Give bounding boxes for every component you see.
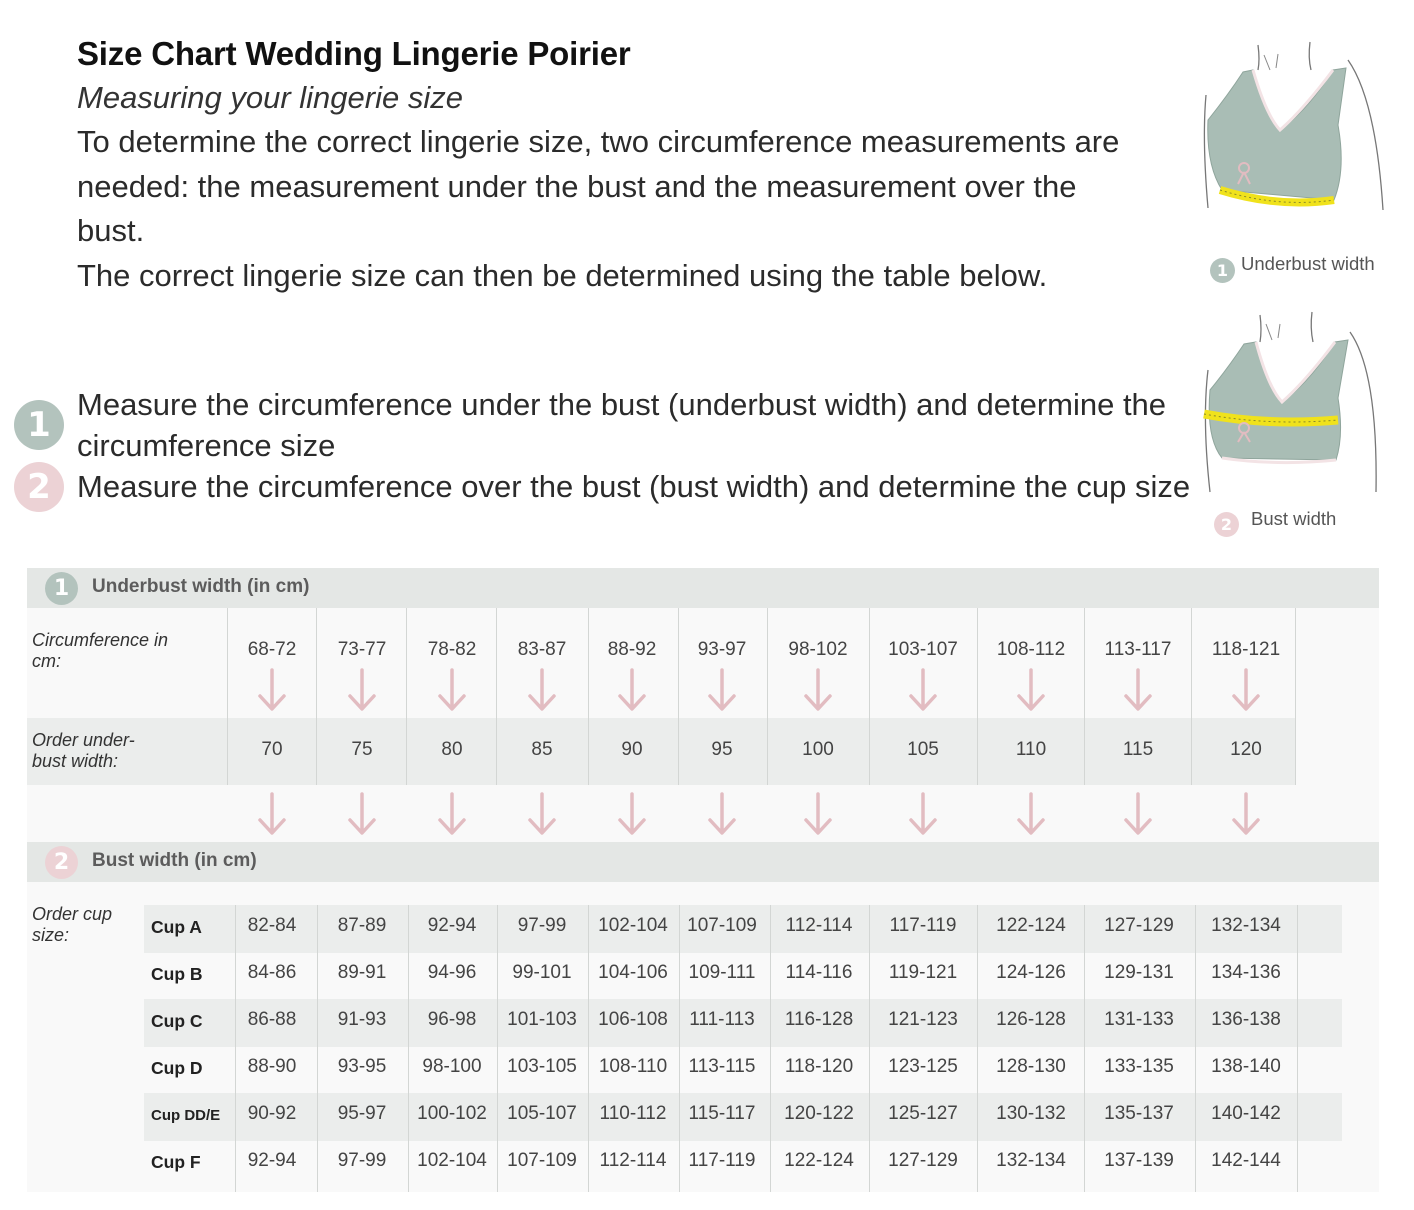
cup-label: Cup D	[151, 1058, 203, 1078]
cup-size-cell: 111-113	[689, 1009, 755, 1030]
cup-size-cell: 122-124	[784, 1150, 854, 1171]
bust-table	[27, 882, 1379, 1192]
cup-size-cell: 104-106	[598, 962, 668, 983]
underbust-caption: Underbust width	[1241, 253, 1375, 274]
cup-size-cell: 117-119	[688, 1150, 756, 1171]
cup-size-cell: 127-129	[888, 1150, 958, 1171]
cup-size-cell: 105-107	[507, 1103, 577, 1124]
cup-size-cell: 119-121	[888, 962, 958, 983]
circumference-cell: 113-117	[1104, 639, 1172, 660]
step-number-1-icon: 1	[14, 400, 64, 450]
cup-size-cell: 137-139	[1104, 1150, 1174, 1171]
cup-size-cell: 117-119	[889, 915, 957, 936]
cup-size-cell: 122-124	[996, 915, 1066, 936]
step-1-line: Measure the circumference under the bust (underbust width) and determine the	[77, 387, 1167, 422]
cup-size-cell: 82-84	[247, 915, 297, 936]
arrow-down-icon	[348, 668, 376, 712]
step-1	[14, 384, 1194, 466]
cup-size-cell: 97-99	[517, 915, 567, 936]
cup-size-cell: 109-111	[688, 962, 756, 983]
cup-size-cell: 99-101	[512, 962, 572, 983]
cup-size-cell: 98-100	[422, 1056, 482, 1077]
cup-size-cell: 91-93	[337, 1009, 387, 1030]
measurement-steps	[14, 384, 1194, 507]
arrow-down-icon	[438, 668, 466, 712]
arrow-down-icon	[618, 792, 646, 836]
cup-size-cell: 132-134	[1211, 915, 1281, 936]
arrow-down-icon	[804, 792, 832, 836]
bust-illustration	[1198, 310, 1398, 540]
cup-size-cell: 132-134	[996, 1150, 1066, 1171]
cup-size-cell: 130-132	[996, 1103, 1066, 1124]
cup-size-cell: 136-138	[1211, 1009, 1281, 1030]
column-divider	[977, 905, 978, 1192]
cup-size-cell: 97-99	[337, 1150, 387, 1171]
cup-size-cell: 112-114	[785, 915, 853, 936]
arrow-down-icon	[1017, 668, 1045, 712]
order-size-cell: 100	[802, 739, 834, 760]
column-divider	[497, 905, 498, 1192]
cup-size-cell: 135-137	[1104, 1103, 1174, 1124]
cup-size-cell: 116-128	[784, 1009, 854, 1030]
step-1-line: circumference size	[77, 428, 336, 463]
section-number-1-icon: 1	[45, 572, 78, 605]
cup-label: Cup C	[151, 1011, 203, 1031]
cup-size-cell: 92-94	[247, 1150, 297, 1171]
arrow-down-icon	[528, 792, 556, 836]
cup-size-cell: 110-112	[599, 1103, 667, 1124]
arrow-down-icon	[708, 792, 736, 836]
cup-size-cell: 121-123	[888, 1009, 958, 1030]
column-divider	[679, 905, 680, 1192]
underbust-table	[27, 608, 1379, 842]
circumference-label: Circumference in cm:	[32, 630, 169, 671]
underbust-section-header	[27, 568, 1379, 608]
circumference-cell: 88-92	[607, 639, 657, 660]
cup-size-cell: 114-116	[785, 962, 853, 983]
cup-size-cell: 89-91	[337, 962, 387, 983]
column-divider	[588, 905, 589, 1192]
order-size-cell: 70	[261, 739, 283, 760]
arrow-down-icon	[1232, 792, 1260, 836]
cup-size-cell: 103-105	[507, 1056, 577, 1077]
order-size-cell: 85	[531, 739, 553, 760]
step-number-2-icon: 2	[14, 462, 64, 512]
underbust-number-icon: 1	[1210, 258, 1235, 283]
column-divider	[869, 608, 870, 785]
intro	[77, 32, 1187, 298]
arrow-down-icon	[348, 792, 376, 836]
circumference-cell: 73-77	[337, 639, 387, 660]
column-divider	[1195, 905, 1196, 1192]
cup-size-cell: 125-127	[888, 1103, 958, 1124]
arrow-down-icon	[909, 668, 937, 712]
circumference-cell: 118-121	[1211, 639, 1281, 660]
cup-size-cell: 127-129	[1104, 915, 1174, 936]
cup-size-cell: 131-133	[1104, 1009, 1174, 1030]
order-cup-label: Order cup size:	[32, 904, 113, 945]
cup-size-cell: 102-104	[417, 1150, 487, 1171]
arrow-down-icon	[258, 792, 286, 836]
order-size-cell: 75	[351, 739, 373, 760]
cup-size-cell: 100-102	[417, 1103, 487, 1124]
arrow-down-icon	[1017, 792, 1045, 836]
section-number-2-icon: 2	[45, 846, 78, 879]
arrow-down-icon	[909, 792, 937, 836]
intro-line: bust.	[77, 213, 145, 248]
column-divider	[1084, 905, 1085, 1192]
intro-line: needed: the measurement under the bust and the measurement over the	[77, 168, 1077, 204]
arrow-down-icon	[1232, 668, 1260, 712]
underbust-section-label: Underbust width (in cm)	[92, 576, 310, 597]
arrow-down-icon	[1124, 668, 1152, 712]
cup-size-cell: 123-125	[888, 1056, 958, 1077]
cup-size-cell: 107-109	[507, 1150, 577, 1171]
order-size-cell: 90	[621, 739, 643, 760]
cup-label: Cup A	[151, 917, 202, 937]
page-subtitle: Measuring your lingerie size	[77, 80, 463, 115]
cup-size-cell: 92-94	[427, 915, 477, 936]
cup-size-cell: 142-144	[1211, 1150, 1281, 1171]
column-divider	[408, 905, 409, 1192]
circumference-cell: 103-107	[888, 639, 958, 660]
column-divider	[977, 608, 978, 785]
column-divider	[235, 905, 236, 1192]
cup-size-cell: 101-103	[507, 1009, 577, 1030]
bust-caption: Bust width	[1251, 508, 1337, 529]
arrow-down-icon	[528, 668, 556, 712]
cup-size-cell: 95-97	[337, 1103, 387, 1124]
cup-size-cell: 124-126	[996, 962, 1066, 983]
arrow-down-icon	[258, 668, 286, 712]
arrow-down-icon	[804, 668, 832, 712]
step-2-line: Measure the circumference over the bust (bust width) and determine the cup size	[77, 469, 1191, 504]
order-size-cell: 105	[907, 739, 939, 760]
cup-size-cell: 134-136	[1211, 962, 1281, 983]
cup-size-cell: 90-92	[247, 1103, 297, 1124]
circumference-cell: 83-87	[517, 639, 567, 660]
circumference-cell: 98-102	[788, 639, 848, 660]
column-divider	[1295, 608, 1296, 785]
cup-size-cell: 102-104	[598, 915, 668, 936]
column-divider	[317, 905, 318, 1192]
cup-size-cell: 126-128	[996, 1009, 1066, 1030]
cup-size-cell: 96-98	[427, 1009, 477, 1030]
bust-number-icon: 2	[1214, 512, 1239, 537]
underbust-illustration	[1198, 40, 1398, 290]
cup-size-cell: 94-96	[427, 962, 477, 983]
bust-section-label: Bust width (in cm)	[92, 850, 257, 871]
bust-section-header	[27, 842, 1379, 882]
order-underbust-label: Order under-bust width:	[32, 730, 135, 771]
cup-size-cell: 128-130	[996, 1056, 1066, 1077]
intro-line: To determine the correct lingerie size, two circumference measurements are	[77, 124, 1120, 159]
cup-size-cell: 140-142	[1211, 1103, 1281, 1124]
intro-line: The correct lingerie size can then be determined using the table below.	[77, 257, 1048, 293]
column-divider	[1297, 905, 1298, 1192]
order-size-cell: 115	[1122, 739, 1154, 760]
cup-size-cell: 120-122	[784, 1103, 854, 1124]
cup-size-cell: 118-120	[784, 1056, 854, 1077]
order-size-cell: 95	[711, 739, 733, 760]
bra-underbust-icon	[1198, 40, 1398, 215]
arrow-down-icon	[438, 792, 466, 836]
circumference-cell: 93-97	[697, 639, 747, 660]
bra-bust-icon	[1198, 310, 1398, 495]
cup-size-cell: 138-140	[1211, 1056, 1281, 1077]
cup-size-cell: 86-88	[247, 1009, 297, 1030]
column-divider	[770, 905, 771, 1192]
order-size-cell: 120	[1230, 739, 1262, 760]
order-size-cell: 80	[441, 739, 463, 760]
cup-label: Cup F	[151, 1152, 201, 1172]
cup-size-cell: 129-131	[1104, 962, 1174, 983]
circumference-cell: 78-82	[427, 639, 477, 660]
cup-size-cell: 93-95	[337, 1056, 387, 1077]
cup-label: Cup B	[151, 964, 203, 984]
cup-label: Cup DD/E	[151, 1107, 221, 1124]
arrow-down-icon	[1124, 792, 1152, 836]
column-divider	[1191, 608, 1192, 785]
column-divider	[869, 905, 870, 1192]
column-divider	[1084, 608, 1085, 785]
circumference-cell: 108-112	[996, 639, 1066, 660]
cup-size-cell: 87-89	[337, 915, 387, 936]
arrow-down-icon	[618, 668, 646, 712]
cup-size-cell: 88-90	[247, 1056, 297, 1077]
cup-size-cell: 108-110	[598, 1056, 668, 1077]
order-size-cell: 110	[1015, 739, 1047, 760]
cup-size-cell: 107-109	[687, 915, 757, 936]
arrow-down-icon	[708, 668, 736, 712]
circumference-cell: 68-72	[247, 639, 297, 660]
cup-size-cell: 115-117	[688, 1103, 756, 1124]
page-title: Size Chart Wedding Lingerie Poirier	[77, 35, 631, 72]
cup-size-cell: 113-115	[688, 1056, 756, 1077]
cup-size-cell: 112-114	[599, 1150, 667, 1171]
cup-size-cell: 84-86	[247, 962, 297, 983]
cup-size-cell: 133-135	[1104, 1056, 1174, 1077]
cup-size-cell: 106-108	[598, 1009, 668, 1030]
step-2	[14, 466, 1194, 507]
